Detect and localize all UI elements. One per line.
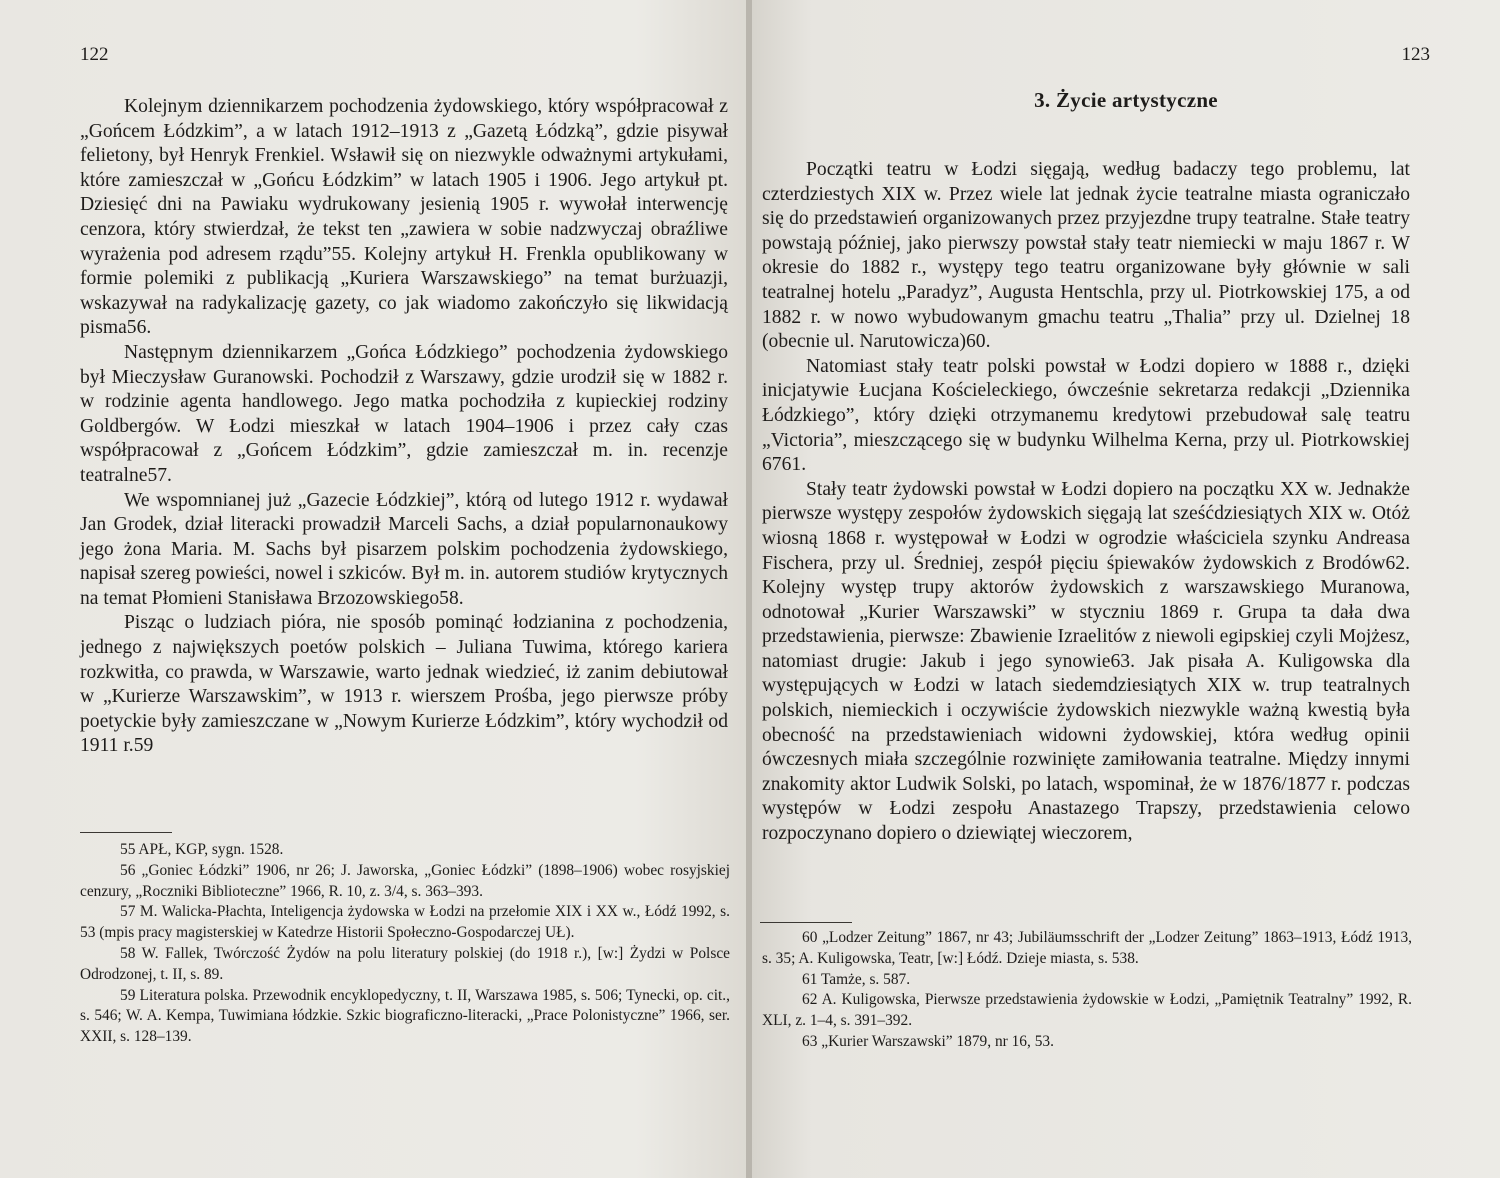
- footnote-rule: [760, 922, 852, 923]
- footnote-rule: [80, 832, 172, 833]
- paragraph: We wspomnianej już „Gazecie Łódzkiej”, którą od lutego 1912 r. wydawał Jan Grodek, dział literacki prowadził Marceli Sachs, a dział popularnonaukowy jego żona Maria. M. Sachs był pisarzem polskim pochodzenia żydowskiego, napisał szereg powieści, nowel i szkiców. Był m. in. autorem studiów krytycznych na temat Płomieni Stanisława Brzozowskiego58.: [80, 489, 728, 609]
- footnote: 59 Literatura polska. Przewodnik encyklopedyczny, t. II, Warszawa 1985, s. 506; Tynecki, op. cit., s. 546; W. A. Kempa, Tuwimiana łódzkie. Szkic biograficzno-literacki, „Prace Polonistyczne” 1966, ser. XXII, s. 128–139.: [80, 986, 730, 1046]
- paragraph: Kolejnym dziennikarzem pochodzenia żydowskiego, który współpracował z „Gońcem Łódzkim”, a w latach 1912–1913 z „Gazetą Łódzką”, gdzie pisywał felietony, był Henryk Frenkiel. Wsławił się on niezwykle odważnymi artykułami, które zamieszczał w „Gońcu Łódzkim” w latach 1905 i 1906. Jego artykuł pt. Dziesięć dni na Pawiaku wydrukowany jesienią 1905 r. wywołał interwencję cenzora, który stwierdzał, że tekst ten „zawiera w sobie nadzwyczaj obraźliwe wyrażenia pod adresem rządu”55. Kolejny artykuł H. Frenkla opublikowany w formie polemiki z publikacją „Kuriera Warszawskiego” na temat burżuazji, wskazywał na radykalizację gazety, co jak wiadomo zakończyło się likwidacją pisma56.: [80, 96, 728, 339]
- paragraph: Następnym dziennikarzem „Gońca Łódzkiego” pochodzenia żydowskiego był Mieczysław Guranowski. Pochodził z Warszawy, gdzie urodził się w 1882 r. w rodzinie agenta handlowego. Jego matka pochodziła z kupieckiej rodziny Goldbergów. W Łodzi mieszkał w latach 1904–1906 i przez cały czas współpracował z „Gońcem Łódzkim”, gdzie zamieszczał m. in. recenzje teatralne57.: [80, 341, 728, 486]
- left-page: [0, 0, 748, 1178]
- section-heading: 3. Życie artystyczne: [1034, 88, 1218, 112]
- body-text: [80, 95, 728, 759]
- page-number: 123: [1401, 44, 1430, 65]
- footnote: 56 „Goniec Łódzki” 1906, nr 26; J. Jaworska, „Goniec Łódzki” (1898–1906) wobec rosyjskiej cenzury, „Roczniki Biblioteczne” 1966, R. 10, z. 3/4, s. 363–393.: [80, 861, 730, 900]
- paragraph: Stały teatr żydowski powstał w Łodzi dopiero na początku XX w. Jednakże pierwsze występy zespołów żydowskich sięgają lat sześćdziesiątych XIX w. Otóż wiosną 1868 r. występował w Łodzi w ogrodzie właściciela szynku Andreasa Fischera, przy ul. Średniej, zespół pięciu śpiewaków żydowskich z Brodów62. Kolejny występ trupy aktorów żydowskich z warszawskiego Muranowa, odnotował „Kurier Warszawski” w styczniu 1869 r. Grupa ta dała dwa przedstawienia, pierwsze: Zbawienie Izraelitów z niewoli egipskiej czyli Mojżesz, natomiast drugie: Jakub i jego synowie63. Jak pisała A. Kuligowska dla występujących w Łodzi w latach siedemdziesiątych XIX w. trup teatralnych polskich, niemieckich i oczywiście żydowskich niezwykle ważną kwestią była obecność na przedstawieniach widowni żydowskiej, która według opinii ówczesnych miała szczególnie rozwinięte zamiłowania teatralne. Między innymi znakomity aktor Ludwik Solski, po latach, wspominał, że w 1876/1877 r. podczas występów w Łodzi zespołu Anastazego Trapszy, przedstawienia celowo rozpoczynano dopiero o dziewiątej wieczorem,: [762, 478, 1410, 845]
- footnote: 55 APŁ, KGP, sygn. 1528.: [120, 841, 284, 858]
- footnote: 60 „Lodzer Zeitung” 1867, nr 43; Jubiläumsschrift der „Lodzer Zeitung” 1863–1913, Łódź 1913, s. 35; A. Kuligowska, Teatr, [w:] Łódź. Dzieje miasta, s. 538.: [762, 929, 1412, 967]
- footnote: 63 „Kurier Warszawski” 1879, nr 16, 53.: [802, 1032, 1054, 1050]
- body-text: [762, 158, 1410, 847]
- footnote: 62 A. Kuligowska, Pierwsze przedstawienia żydowskie w Łodzi, „Pamiętnik Teatralny” 1992, R. XLI, z. 1–4, s. 391–392.: [762, 991, 1412, 1030]
- right-page: [752, 0, 1500, 1178]
- footnotes: [80, 840, 730, 1048]
- footnote: 61 Tamże, s. 587.: [802, 970, 911, 988]
- paragraph: Początki teatru w Łodzi sięgają, według badaczy tego problemu, lat czterdziestych XIX w. Przez wiele lat jednak życie teatralne miasta ograniczało się do przedstawień organizowanych przez przyjezdne trupy teatralne. Stałe teatry powstają później, jako pierwszy powstał stały teatr niemiecki w maju 1867 r. W okresie do 1882 r., występy tego teatru organizowane były głównie w sali teatralnej hotelu „Paradyz”, Augusta Hentschla, przy ul. Piotrkowskiej 175, a od 1882 r. w nowo wybudowanym gmachu teatru „Thalia” przy ul. Dzielnej 18 (obecnie ul. Narutowicza)60.: [762, 159, 1410, 353]
- paragraph: Pisząc o ludziach pióra, nie sposób pominąć łodzianina z pochodzenia, jednego z największych poetów polskich – Juliana Tuwima, którego kariera rozkwitła, co prawda, w Warszawie, warto jednak wiedzieć, iż zanim debiutował w „Kurierze Warszawskim”, w 1913 r. wierszem Prośba, jego pierwsze próby poetyckie były zamieszczane w „Nowym Kurierze Łódzkim”, który wychodził od 1911 r.59: [80, 612, 728, 757]
- page-number: 122: [80, 44, 109, 65]
- footnote: 57 M. Walicka-Płachta, Inteligencja żydowska w Łodzi na przełomie XIX i XX w., Łódź 1992, s. 53 (mpis pracy magisterskiej w Katedrze Historii Społeczno-Gospodarczej UŁ).: [80, 903, 730, 942]
- footnote: 58 W. Fallek, Twórczość Żydów na polu literatury polskiej (do 1918 r.), [w:] Żydzi w Polsce Odrodzonej, t. II, s. 89.: [80, 944, 730, 983]
- footnotes: [762, 928, 1412, 1053]
- paragraph: Natomiast stały teatr polski powstał w Łodzi dopiero w 1888 r., dzięki inicjatywie Łucjana Kościeleckiego, ówcześnie sekretarza redakcji „Dziennika Łódzkiego”, który dzięki otrzymanemu kredytowi przebudował salę teatru „Victoria”, mieszczącego się w budynku Wilhelma Kerna, przy ul. Piotrkowskiej 6761.: [762, 355, 1410, 476]
